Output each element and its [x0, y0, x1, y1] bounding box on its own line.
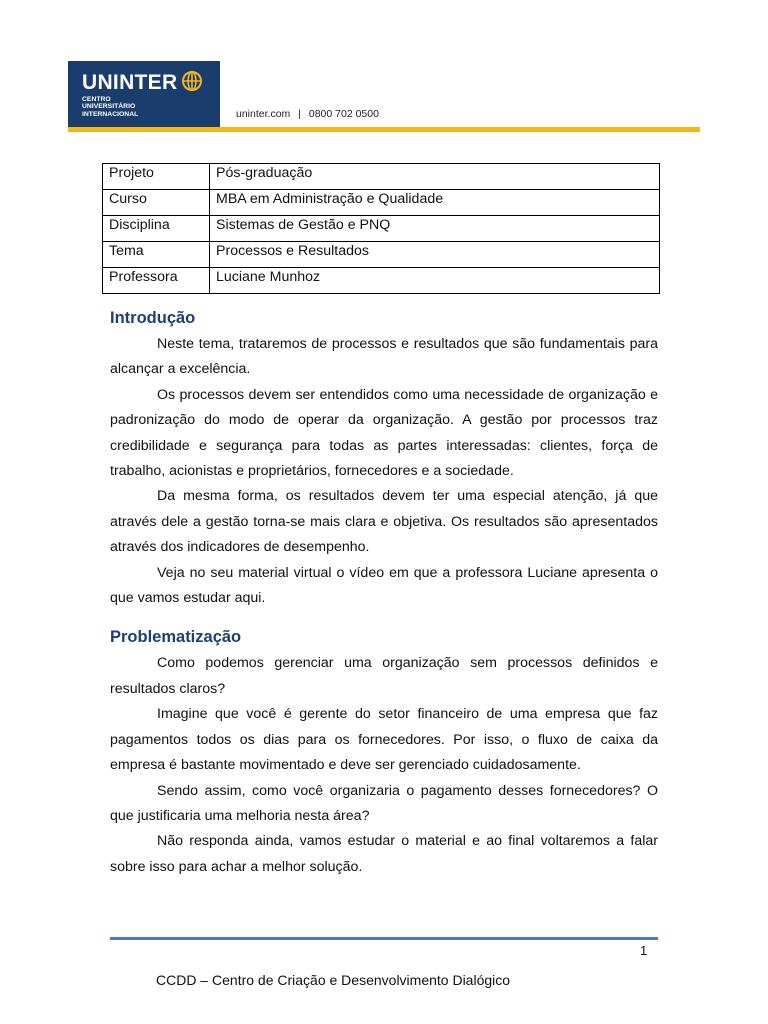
table-value: Processos e Resultados: [210, 242, 660, 268]
table-value: Luciane Munhoz: [210, 268, 660, 294]
section-title-introducao: Introdução: [110, 309, 196, 327]
table-row: [103, 190, 660, 216]
paragraph: Sendo assim, como você organizaria o pagamento desses fornecedores? O que justificaria uma melhoria nesta área?: [110, 782, 658, 824]
header-rule: [68, 127, 700, 132]
page-number: 1: [640, 943, 648, 958]
table-key: Curso: [103, 190, 210, 216]
logo-name: UNINTER: [82, 71, 178, 94]
table-key: Tema: [103, 242, 210, 268]
paragraph: Neste tema, trataremos de processos e resultados que são fundamentais para alcançar a excelência.: [110, 336, 658, 378]
logo-subtitle: CENTRO UNIVERSITÁRIO INTERNACIONAL: [82, 96, 139, 118]
globe-icon: [181, 70, 203, 92]
table-key: Projeto: [103, 164, 210, 190]
table-key: Disciplina: [103, 216, 210, 242]
document-body: [110, 304, 658, 880]
footer-rule: [110, 937, 658, 940]
paragraph: Não responda ainda, vamos estudar o material e ao final voltaremos a falar sobre isso para achar a melhor solução.: [110, 833, 658, 875]
paragraph: Como podemos gerenciar uma organização sem processos definidos e resultados claros?: [110, 655, 658, 697]
phone-text: 0800 702 0500: [308, 108, 379, 120]
table-row: [103, 268, 660, 294]
paragraph: Os processos devem ser entendidos como uma necessidade de organização e padronização do modo de operar da organização. A gestão por processos traz credibilidade e segurança para todas as partes interessadas: clientes, força de trabalho, acionistas e proprietários, fornecedores e a sociedade.: [110, 386, 658, 480]
table-row: [103, 164, 660, 190]
course-info-table: [102, 163, 660, 294]
table-value: Sistemas de Gestão e PNQ: [210, 216, 660, 242]
table-row: [103, 216, 660, 242]
section-title-problematizacao: Problematização: [110, 628, 242, 647]
table-value: Pós-graduação: [210, 164, 660, 190]
separator: |: [298, 108, 301, 120]
paragraph: Da mesma forma, os resultados devem ter uma especial atenção, já que através dele a gestão torna-se mais clara e objetiva. Os resultados são apresentados através dos indicadores de desempenho.: [110, 488, 658, 556]
table-row: [103, 242, 660, 268]
paragraph: Veja no seu material virtual o vídeo em que a professora Luciane apresenta o que vamos estudar aqui.: [110, 564, 658, 607]
uninter-logo: [68, 61, 220, 127]
website-text: uninter.com: [236, 108, 291, 120]
paragraph: Imagine que você é gerente do setor financeiro de uma empresa que faz pagamentos todos os dias para os fornecedores. Por isso, o fluxo de caixa da empresa é bastante movimentado e deve ser gerenciado cuidadosamente.: [110, 706, 658, 774]
contact-line: [236, 108, 379, 120]
table-value: MBA em Administração e Qualidade: [210, 190, 660, 216]
footer-text: CCDD – Centro de Criação e Desenvolvimento Dialógico: [156, 972, 511, 988]
table-key: Professora: [103, 268, 210, 294]
